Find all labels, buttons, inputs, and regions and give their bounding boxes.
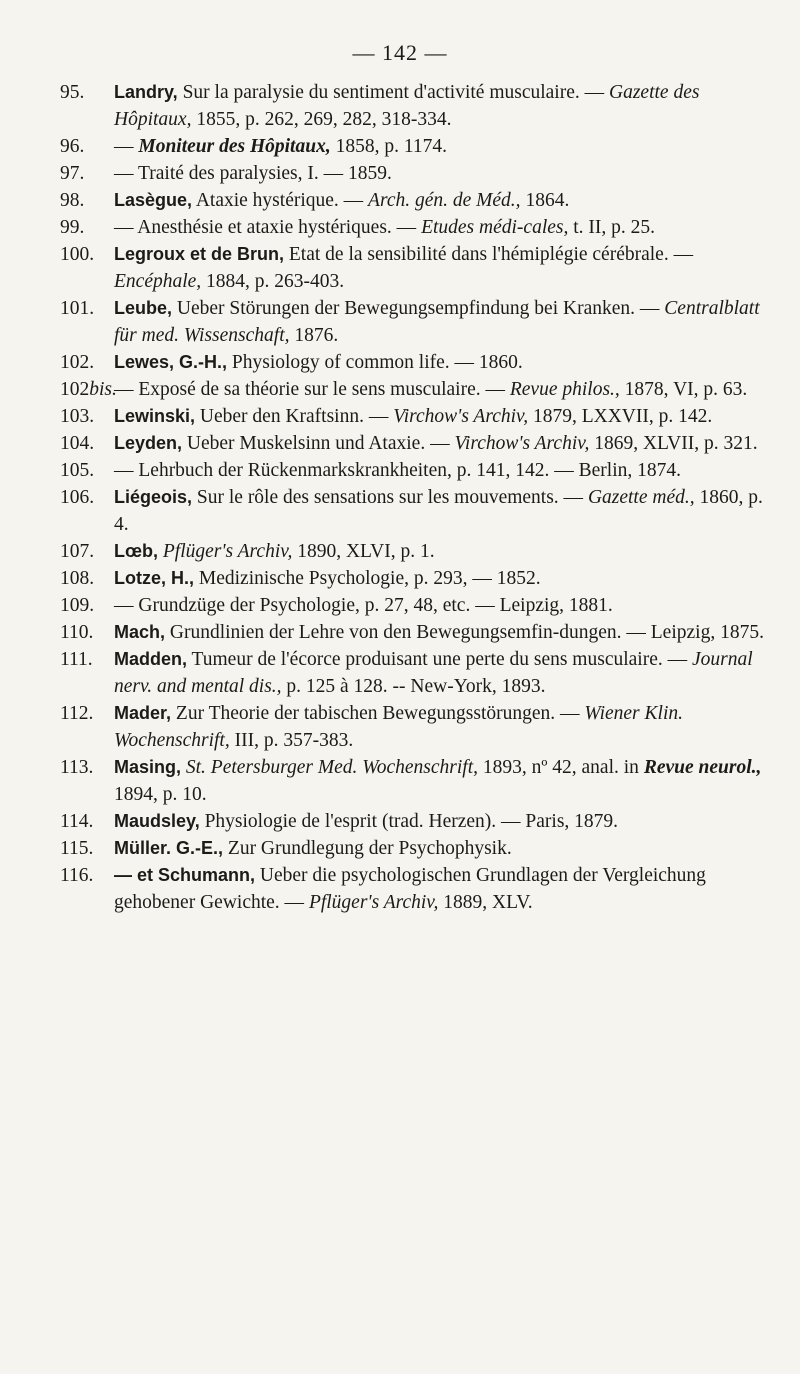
entry-author: Lotze, H., xyxy=(114,568,194,588)
entry-source-title: Arch. gén. de Méd., xyxy=(368,190,521,211)
entry-text: Tumeur de l'écorce produisant une perte du sens musculaire. — xyxy=(187,649,692,670)
entry-source-title: Revue neurol., xyxy=(643,757,762,778)
entry-text: Sur le rôle des sensations sur les mouvements. — xyxy=(192,487,588,508)
bibliography-entry xyxy=(60,862,780,916)
entry-number: 104. xyxy=(60,433,95,454)
entry-text: 1860, p. 4. xyxy=(114,487,763,535)
entry-number-suffix: bis. xyxy=(89,379,117,400)
entry-number: 97. xyxy=(60,163,85,184)
entry-number: 108. xyxy=(60,568,95,589)
entry-number: 96. xyxy=(60,136,85,157)
entry-text: Zur Theorie der tabischen Bewegungsstörungen. — xyxy=(171,703,585,724)
entry-source-title: Centralblatt für med. Wissenschaft, xyxy=(114,298,760,346)
entry-text: Grundlinien der Lehre von den Bewegungsemfin-dungen. — Leipzig, 1875. xyxy=(165,622,764,643)
entry-text: Zur Grundlegung der Psychophysik. xyxy=(223,838,512,859)
entry-text: 1894, p. 10. xyxy=(114,784,207,805)
bibliography-list xyxy=(60,79,780,916)
bibliography-entry xyxy=(60,133,780,160)
entry-text: — Grundzüge der Psychologie, p. 27, 48, etc. — Leipzig, 1881. xyxy=(114,595,613,616)
bibliography-entry xyxy=(60,79,780,133)
bibliography-entry xyxy=(60,160,780,187)
entry-number: 106. xyxy=(60,487,95,508)
entry-author: Madden, xyxy=(114,649,188,669)
entry-text: — xyxy=(114,136,139,157)
entry-author: Lewinski, xyxy=(114,406,196,426)
entry-text: — Exposé de sa théorie sur le sens musculaire. — xyxy=(114,379,510,400)
entry-number: 116. xyxy=(60,865,94,886)
entry-author: Lewes, G.-H., xyxy=(114,352,228,372)
bibliography-entry xyxy=(60,349,780,376)
entry-number: 95. xyxy=(60,82,85,103)
entry-text: Ueber den Kraftsinn. — xyxy=(195,406,394,427)
bibliography-entry xyxy=(60,457,780,484)
entry-author: Landry, xyxy=(114,82,178,102)
entry-author: Masing, xyxy=(114,757,182,777)
entry-author: Leyden, xyxy=(114,433,183,453)
bibliography-entry xyxy=(60,646,780,700)
entry-number: 109. xyxy=(60,595,95,616)
bibliography-entry xyxy=(60,187,780,214)
entry-text: 1878, VI, p. 63. xyxy=(619,379,748,400)
entry-text: Ataxie hystérique. — xyxy=(192,190,369,211)
entry-text: Sur la paralysie du sentiment d'activité musculaire. — xyxy=(177,82,610,103)
entry-number: 103. xyxy=(60,406,95,427)
entry-text: Etat de la sensibilité dans l'hémiplégie cérébrale. — xyxy=(284,244,694,265)
entry-number: 114. xyxy=(60,811,94,832)
entry-text: 1876. xyxy=(289,325,339,346)
bibliography-entry xyxy=(60,214,780,241)
entry-source-title: Wiener Klin. Wochenschrift, xyxy=(114,703,683,751)
entry-source-title: Gazette méd., xyxy=(587,487,695,508)
entry-number: 113. xyxy=(60,757,94,778)
entry-number: 102bis. xyxy=(60,379,117,400)
entry-source-title: Virchow's Archiv, xyxy=(454,433,590,454)
entry-text: — Traité des paralysies, I. — 1859. xyxy=(114,163,392,184)
entry-text: 1893, nº 42, anal. in xyxy=(477,757,644,778)
entry-author: Mader, xyxy=(114,703,172,723)
entry-author: Liégeois, xyxy=(114,487,193,507)
entry-number: 110. xyxy=(60,622,94,643)
entry-text: p. 125 à 128. -- New-York, 1893. xyxy=(281,676,546,697)
entry-number: 112. xyxy=(60,703,94,724)
entry-text: 1864. xyxy=(520,190,570,211)
entry-text: — Anesthésie et ataxie hystériques. — xyxy=(114,217,422,238)
bibliography-entry xyxy=(60,403,780,430)
entry-author: Leube, xyxy=(114,298,173,318)
entry-source-title: Pflüger's Archiv, xyxy=(162,541,293,562)
entry-author: Maudsley, xyxy=(114,811,200,831)
page-number: — 142 — xyxy=(352,40,448,65)
bibliography-entry xyxy=(60,241,780,295)
entry-text: Medizinische Psychologie, p. 293, — 1852. xyxy=(194,568,541,589)
entry-number: 115. xyxy=(60,838,94,859)
bibliography-entry xyxy=(60,538,780,565)
entry-source-title: Etudes médi-cales, xyxy=(421,217,569,238)
entry-author: Legroux et de Brun, xyxy=(114,244,285,264)
entry-author: Müller. G.-E., xyxy=(114,838,224,858)
bibliography-entry xyxy=(60,619,780,646)
entry-source-title: Pflüger's Archiv, xyxy=(308,892,439,913)
entry-text: Ueber Störungen der Bewegungsempfindung bei Kranken. — xyxy=(172,298,665,319)
entry-text: 1869, XLVII, p. 321. xyxy=(589,433,758,454)
bibliography-entry xyxy=(60,430,780,457)
entry-source-title: St. Petersburger Med. Wochenschrift, xyxy=(185,757,478,778)
entry-source-title: Journal nerv. and mental dis., xyxy=(114,649,753,697)
entry-text: 1884, p. 263-403. xyxy=(201,271,345,292)
entry-number: 101. xyxy=(60,298,95,319)
bibliography-entry xyxy=(60,376,780,403)
entry-author: Lœb, xyxy=(114,541,158,561)
entry-text: t. II, p. 25. xyxy=(568,217,656,238)
bibliography-entry xyxy=(60,808,780,835)
entry-source-title: Virchow's Archiv, xyxy=(393,406,529,427)
entry-number: 111. xyxy=(60,649,93,670)
entry-number: 102. xyxy=(60,352,95,373)
entry-author: — et Schumann, xyxy=(114,865,256,885)
entry-number: 105. xyxy=(60,460,95,481)
entry-text: 1889, XLV. xyxy=(438,892,533,913)
entry-number: 107. xyxy=(60,541,95,562)
entry-text: Physiology of common life. — 1860. xyxy=(227,352,523,373)
entry-text: 1858, p. 1174. xyxy=(330,136,447,157)
bibliography-entry xyxy=(60,592,780,619)
entry-text: — Lehrbuch der Rückenmarkskrankheiten, p. 141, 142. — Berlin, 1874. xyxy=(114,460,681,481)
bibliography-entry xyxy=(60,565,780,592)
entry-text: Ueber Muskelsinn und Ataxie. — xyxy=(182,433,455,454)
entry-number: 99. xyxy=(60,217,85,238)
entry-text: Physiologie de l'esprit (trad. Herzen). — Paris, 1879. xyxy=(199,811,619,832)
entry-number: 100. xyxy=(60,244,95,265)
entry-text: Ueber die psychologischen Grundlagen der Vergleichung gehobener Gewichte. — xyxy=(114,865,706,913)
entry-author: Lasègue, xyxy=(114,190,193,210)
entry-text: 1890, XLVI, p. 1. xyxy=(292,541,435,562)
entry-author: Mach, xyxy=(114,622,166,642)
entry-text: 1879, LXXVII, p. 142. xyxy=(528,406,713,427)
entry-source-title: Moniteur des Hôpitaux, xyxy=(138,136,331,157)
bibliography-entry xyxy=(60,484,780,538)
bibliography-entry xyxy=(60,700,780,754)
entry-source-title: Encéphale, xyxy=(114,271,202,292)
entry-text: III, p. 357-383. xyxy=(229,730,354,751)
entry-number: 98. xyxy=(60,190,85,211)
bibliography-entry xyxy=(60,754,780,808)
bibliography-entry xyxy=(60,295,780,349)
entry-text: 1855, p. 262, 269, 282, 318-334. xyxy=(191,109,452,130)
bibliography-entry xyxy=(60,835,780,862)
entry-source-title: Revue philos., xyxy=(509,379,620,400)
entry-source-title: Gazette des Hôpitaux, xyxy=(114,82,700,130)
